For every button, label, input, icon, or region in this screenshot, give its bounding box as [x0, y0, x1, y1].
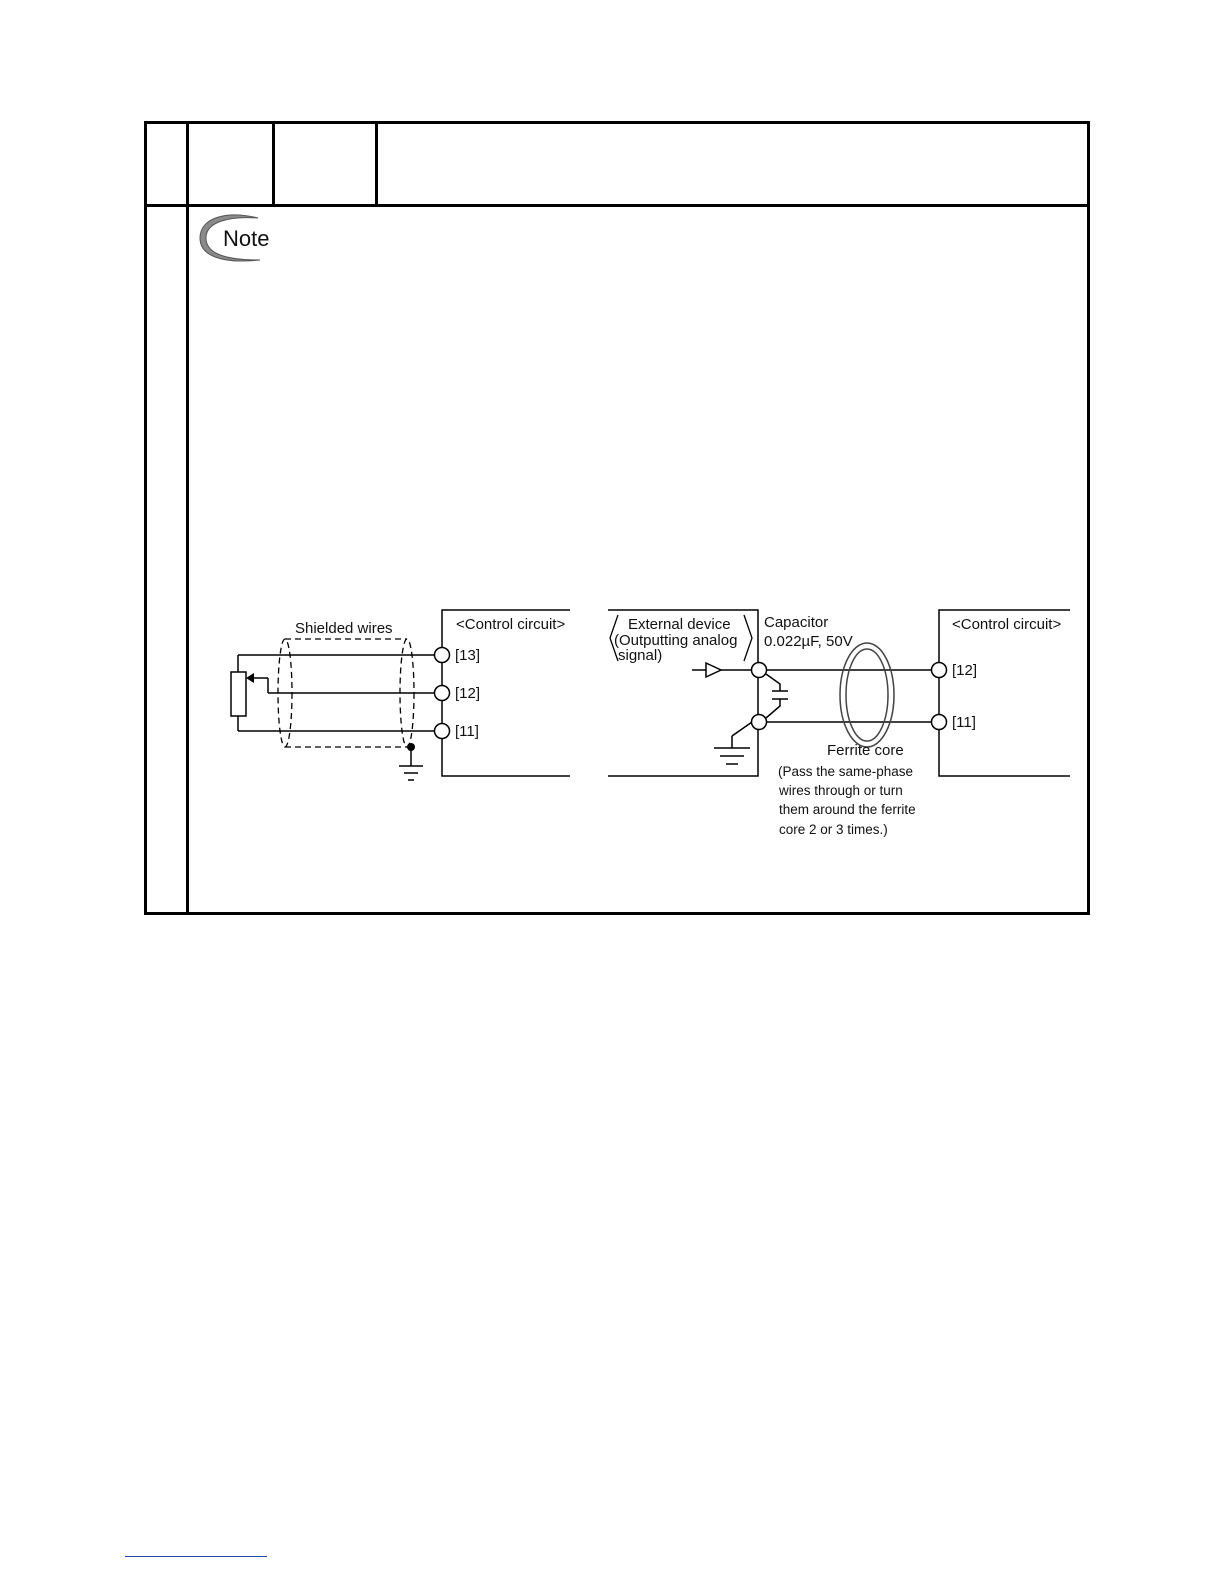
device-right-bracket — [744, 615, 752, 661]
wiper-arrow-icon — [246, 673, 254, 683]
control-circuit-label: <Control circuit> — [456, 616, 566, 633]
ferrite-core-label: Ferrite core — [827, 742, 904, 759]
table-bottom-border — [144, 912, 1090, 915]
ferrite-note-line3: them around the ferrite — [779, 802, 916, 817]
terminal-label: [11] — [952, 714, 976, 731]
table-top-border — [144, 121, 1090, 124]
terminal-label: [11] — [455, 723, 479, 740]
ground-icon — [399, 766, 423, 780]
column-divider-3 — [375, 121, 378, 207]
ferrite-note-line1: (Pass the same-phase — [778, 764, 914, 779]
table-header-divider — [144, 204, 1090, 207]
shielded-wires-label: Shielded wires — [295, 620, 393, 637]
ferrite-core-icon — [840, 643, 894, 747]
control-circuit-box — [939, 610, 1070, 776]
terminal-11-icon — [435, 724, 450, 739]
terminal-12-icon — [435, 686, 450, 701]
device-terminal-bottom-icon — [752, 715, 767, 730]
ferrite-core-diagram — [600, 600, 1075, 850]
ferrite-note-line2: wires through or turn — [779, 783, 903, 798]
signal-buffer-icon — [706, 663, 721, 677]
potentiometer-icon — [231, 672, 246, 716]
device-terminal-top-icon — [752, 663, 767, 678]
device-label-line1: External device — [628, 616, 731, 633]
table-left-border — [144, 121, 147, 915]
device-label-line2: (Outputting analog — [614, 632, 738, 649]
terminal-label: [12] — [455, 685, 481, 702]
control-circuit-label: <Control circuit> — [952, 616, 1062, 633]
table-right-border — [1087, 121, 1090, 915]
terminal-12-icon — [932, 663, 947, 678]
capacitor-value: 0.022µF, 50V — [764, 633, 853, 650]
shielded-wires-diagram — [220, 600, 580, 800]
capacitor-label: Capacitor — [764, 614, 829, 631]
capacitor-icon — [766, 674, 788, 718]
note-badge — [196, 212, 286, 264]
terminal-label: [13] — [455, 647, 481, 664]
terminal-11-icon — [932, 715, 947, 730]
terminal-label: [12] — [952, 662, 978, 679]
footer-rule — [125, 1556, 267, 1557]
ground-icon — [714, 748, 750, 764]
ferrite-note-line4: core 2 or 3 times.) — [779, 822, 888, 837]
device-label-line3: signal) — [618, 647, 663, 664]
note-label: Note — [223, 226, 270, 251]
column-divider-2 — [272, 121, 275, 207]
column-divider-1 — [186, 121, 189, 915]
terminal-13-icon — [435, 648, 450, 663]
